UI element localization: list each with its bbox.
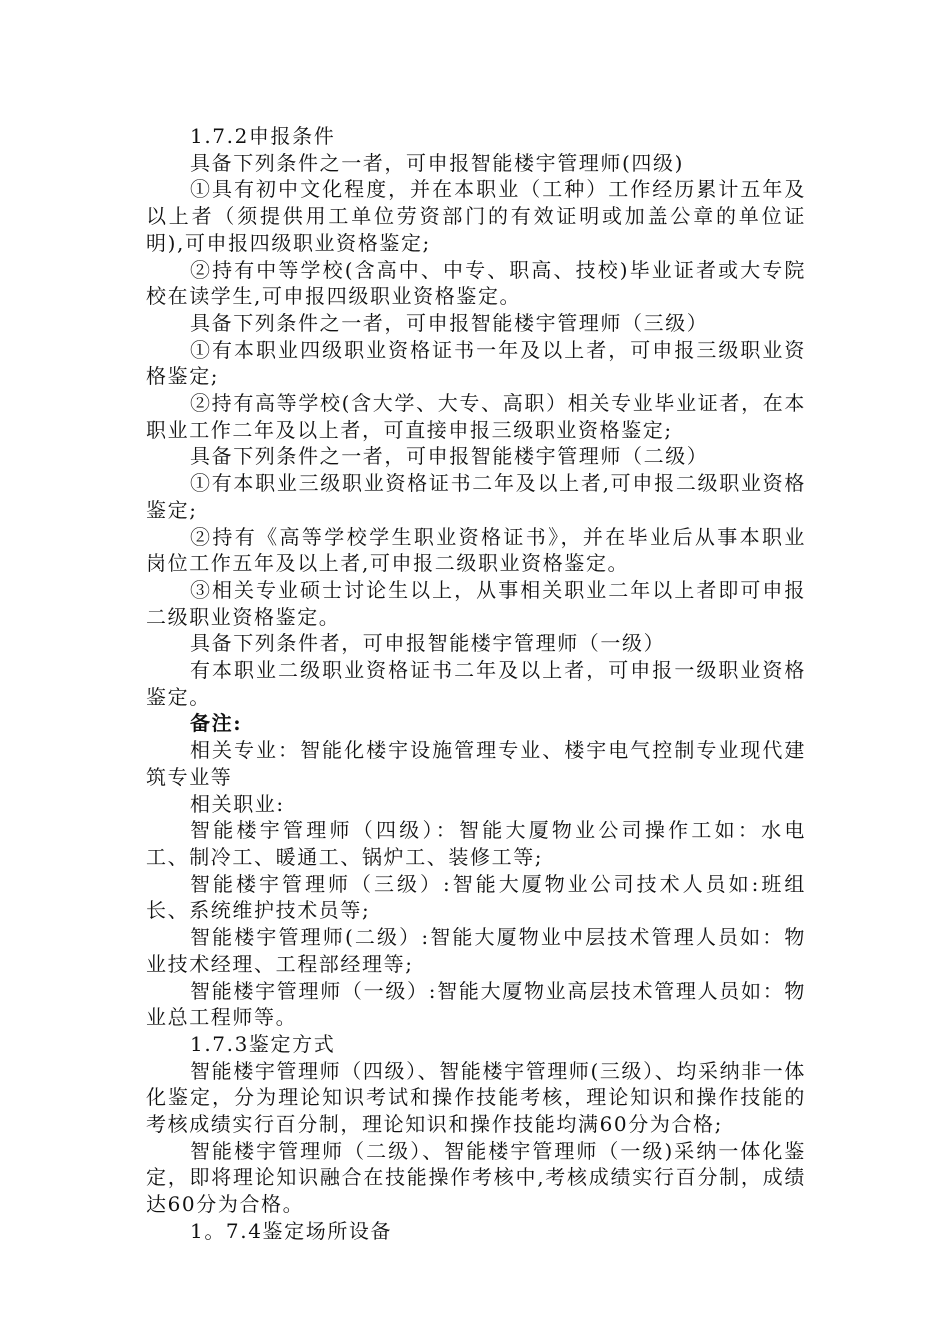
paragraph: 具备下列条件者，可申报智能楼宇管理师（一级） <box>190 631 666 656</box>
paragraph: 智能楼宇管理师（一级）:智能大厦物业高层技术管理人员如：物业总工程师等。 <box>146 978 806 1030</box>
note-heading: 备注: <box>190 711 243 736</box>
paragraph: 智能楼宇管理师（二级）、智能楼宇管理师（一级)采纳一体化鉴定，即将理论知识融合在技能操作考核中,考核成绩实行百分制，成绩达60分为合格。 <box>146 1138 806 1217</box>
paragraph: ③相关专业硕士讨论生以上，从事相关职业二年以上者即可申报二级职业资格鉴定。 <box>146 577 806 629</box>
document-body <box>146 123 806 1245</box>
paragraph: 1.7.2申报条件 <box>190 124 336 148</box>
paragraph: ①具有初中文化程度，并在本职业（工种）工作经历累计五年及以上者（须提供用工单位劳资部门的有效证明或加盖公章的单位证明),可申报四级职业资格鉴定; <box>146 177 806 255</box>
paragraph: 相关专业：智能化楼宇设施管理专业、楼宇电气控制专业现代建筑专业等 <box>146 738 806 789</box>
paragraph: 智能楼宇管理师（三级）:智能大厦物业公司技术人员如:班组长、系统维护技术员等; <box>146 871 806 923</box>
paragraph: 具备下列条件之一者，可申报智能楼宇管理师（三级） <box>190 310 709 335</box>
paragraph: ②持有《高等学校学生职业资格证书》，并在毕业后从事本职业岗位工作五年及以上者,可申报二级职业资格鉴定。 <box>146 524 806 576</box>
paragraph: 有本职业二级职业资格证书二年及以上者，可申报一级职业资格鉴定。 <box>146 658 806 709</box>
paragraph: 1。7.4鉴定场所设备 <box>190 1218 393 1243</box>
paragraph: 智能楼宇管理师（四级）：智能大厦物业公司操作工如：水电工、制冷工、暖通工、锅炉工、装修工等; <box>146 818 806 869</box>
paragraph: 智能楼宇管理师（四级）、智能楼宇管理师(三级）、均采纳非一体化鉴定，分为理论知识考试和操作技能考核，理论知识和操作技能的考核成绩实行百分制，理论知识和操作技能均满60分为合格; <box>146 1058 806 1137</box>
paragraph: ②持有中等学校(含高中、中专、职高、技校)毕业证者或大专院校在读学生,可申报四级职业资格鉴定。 <box>146 257 806 309</box>
paragraph: 1.7.3鉴定方式 <box>190 1031 336 1056</box>
paragraph: 具备下列条件之一者，可申报智能楼宇管理师（二级） <box>190 444 709 469</box>
paragraph: 相关职业: <box>190 791 285 816</box>
paragraph: 智能楼宇管理师(二级）:智能大厦物业中层技术管理人员如：物业技术经理、工程部经理等; <box>146 925 806 976</box>
paragraph: ①有本职业四级职业资格证书一年及以上者，可申报三级职业资格鉴定; <box>146 337 806 389</box>
paragraph: ②持有高等学校(含大学、大专、高职）相关专业毕业证者，在本职业工作二年及以上者，可直接申报三级职业资格鉴定; <box>146 391 806 442</box>
paragraph: 具备下列条件之一者，可申报智能楼宇管理师(四级) <box>190 150 685 175</box>
paragraph: ①有本职业三级职业资格证书二年及以上者,可申报二级职业资格鉴定; <box>146 471 806 522</box>
